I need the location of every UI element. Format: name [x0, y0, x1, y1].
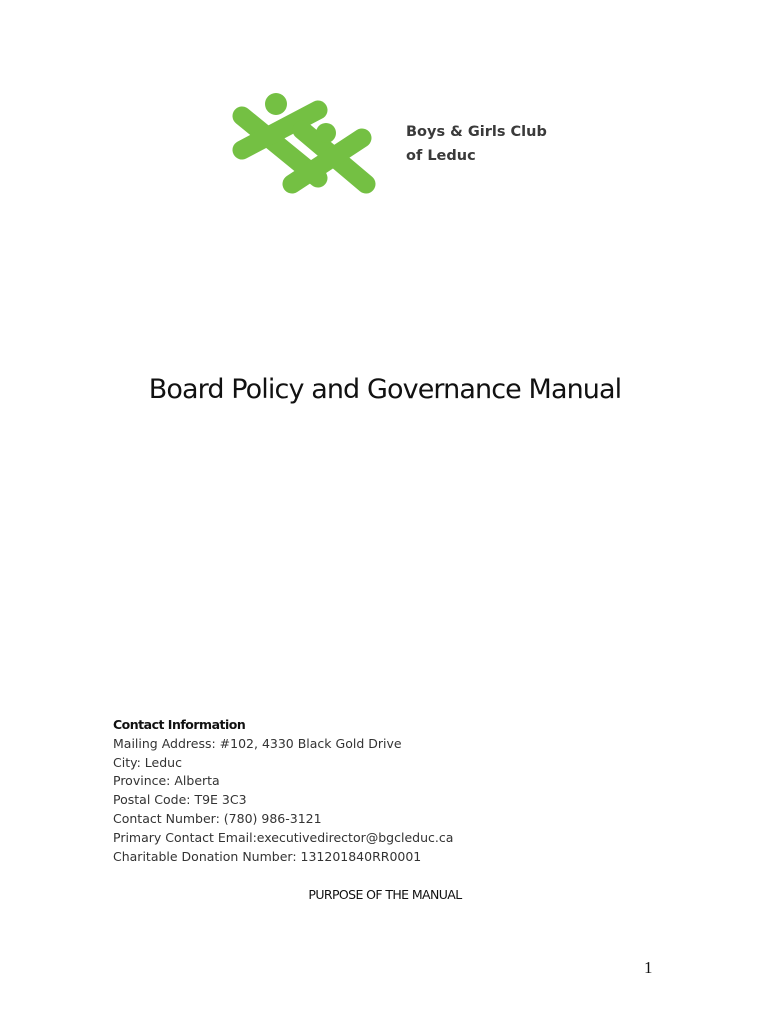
charitable-donation-number: Charitable Donation Number: 131201840RR0001	[113, 848, 422, 864]
logo-wordmark	[406, 120, 547, 168]
logo-text-line-2: of Leduc	[406, 148, 476, 164]
contact-number: Contact Number: (780) 986-3121	[113, 810, 322, 826]
document-title: Board Policy and Governance Manual	[148, 374, 622, 405]
logo-mark-icon	[228, 88, 378, 198]
province: Province: Alberta	[113, 773, 220, 789]
mailing-address: Mailing Address: #102, 4330 Black Gold Drive	[113, 735, 402, 751]
logo-text-line-1: Boys & Girls Club	[406, 124, 547, 140]
section-heading-purpose: PURPOSE OF THE MANUAL	[308, 887, 462, 902]
primary-contact-email: Primary Contact Email:executivedirector@bgcleduc.ca	[113, 829, 454, 845]
contact-heading: Contact Information	[113, 717, 246, 732]
postal-code: Postal Code: T9E 3C3	[113, 792, 247, 808]
contact-information-block	[113, 716, 453, 866]
city: City: Leduc	[113, 754, 182, 770]
page-number: 1	[644, 958, 653, 977]
organization-logo	[228, 88, 558, 198]
